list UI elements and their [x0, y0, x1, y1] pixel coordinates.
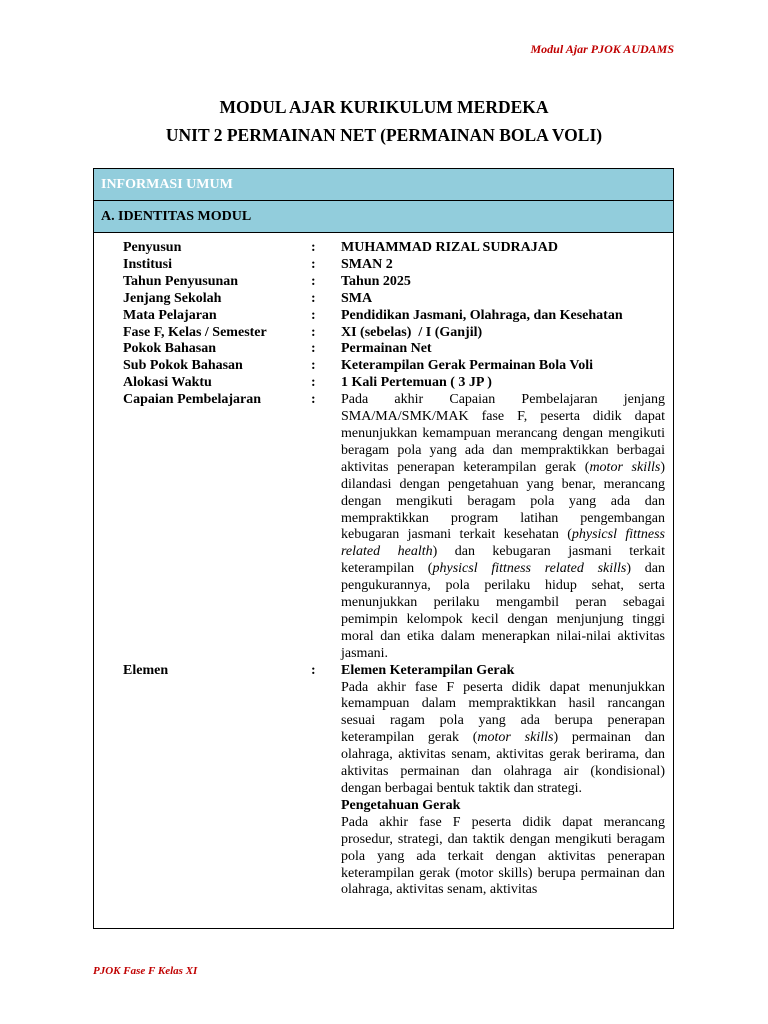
field-colon: :: [311, 375, 316, 391]
field-label: Mata Pelajaran: [123, 307, 217, 323]
field-colon: :: [311, 358, 316, 374]
section-informasi-label: INFORMASI UMUM: [101, 176, 233, 192]
elemen-text-part: Pada akhir fase F peserta didik dapat menunjukkan kemampuan dalam mempraktikkan hasil rancangan sesuai ragam pola yang ada berupa penerapan keterampilan gerak (: [341, 679, 665, 746]
section-number: A.: [101, 208, 115, 224]
elemen-paragraph: Pada akhir fase F peserta didik dapat merancang prosedur, strategi, dan taktik dengan mengikuti beragam pola yang ada terkait dengan aktivitas penerapan keterampilan gerak (motor skills) berupa permainan dan olahraga, aktivitas senam, aktivitas: [341, 814, 665, 898]
capaian-italic-term: physicsl fittness related skills: [432, 561, 627, 577]
field-colon: :: [311, 307, 316, 323]
field-colon: :: [311, 341, 316, 357]
field-label: Penyusun: [123, 240, 182, 255]
field-label: Jenjang Sekolah: [123, 290, 222, 306]
row-sub-pokok-bahasan: [94, 358, 673, 375]
elemen-paragraph: [341, 680, 665, 798]
title-line-2: UNIT 2 PERMAINAN NET (PERMAINAN BOLA VOLI): [165, 125, 603, 145]
row-pokok-bahasan: [94, 341, 673, 358]
row-alokasi-waktu: [94, 375, 673, 392]
field-colon: :: [311, 256, 316, 272]
footer-note: PJOK Fase F Kelas XI: [93, 965, 198, 977]
field-label: Fase F, Kelas / Semester: [123, 324, 267, 340]
elemen-text-part: ) permainan dan olahraga, aktivitas senam, aktivitas gerak berirama, dan aktivitas permainan dan olahraga air (kondisional) dengan berbagai bentuk taktik dan strategi.: [341, 730, 665, 796]
row-tahun-penyusunan: [94, 274, 673, 291]
field-colon: :: [311, 324, 316, 340]
field-colon: :: [311, 392, 316, 408]
document-title: [0, 93, 768, 149]
header-note: Modul Ajar PJOK AUDAMS: [530, 42, 674, 56]
field-label: Sub Pokok Bahasan: [123, 358, 243, 374]
field-colon: :: [311, 273, 316, 289]
field-value: SMAN 2: [341, 256, 393, 272]
title-line-1: MODUL AJAR KURIKULUM MERDEKA: [219, 97, 549, 117]
capaian-text-part: ) dan pengukurannya, pola perilaku hidup sehat, serta menunjukkan perilaku mengambil peran sebagai pemimpin kelompok kecil dengan menjunjung tinggi moral dan etika dalam menerapkan nilai-nilai aktivitas jasmani.: [341, 561, 665, 661]
field-value: Pendidikan Jasmani, Olahraga, dan Kesehatan: [341, 307, 623, 323]
field-value: MUHAMMAD RIZAL SUDRAJAD: [341, 240, 558, 255]
elemen-italic-term: motor skills: [477, 730, 554, 746]
elemen-content: [341, 663, 665, 900]
capaian-italic-term: motor skills: [589, 459, 661, 475]
capaian-text-part: ) dilandasi dengan pengetahuan yang benar, merancang dengan mengikuti beragam pola yang ada dan mempraktikkan program latihan pengembangan kebugaran jasmani terkait kesehatan (: [341, 459, 665, 543]
field-value: Keterampilan Gerak Permainan Bola Voli: [341, 358, 593, 374]
field-value: SMA: [341, 290, 373, 306]
field-label: Institusi: [123, 256, 173, 272]
capaian-text-part: Pada akhir Capaian Pembelajaran jenjang SMA/MA/SMK/MAK fase F, peserta didik dapat menunjukkan kemampuan merancang dengan mengikuti beragam pola yang ada dan mempraktikkan berbagai aktivitas penerapan keterampilan gerak (: [341, 392, 665, 475]
field-value: XI (sebelas) / I (Ganjil): [341, 324, 483, 340]
row-capaian-pembelajaran: [94, 392, 673, 663]
section-identitas-modul: [94, 201, 673, 233]
section-informasi-umum: [94, 169, 673, 201]
row-penyusun: [94, 240, 673, 257]
field-value: Tahun 2025: [341, 273, 411, 289]
capaian-text-part: ) dan kebugaran jasmani terkait keterampilan (: [341, 544, 665, 577]
field-colon: :: [311, 662, 316, 678]
field-colon: :: [311, 240, 316, 255]
row-jenjang-sekolah: [94, 291, 673, 308]
field-label: Tahun Penyusunan: [123, 273, 239, 289]
field-label: Capaian Pembelajaran: [123, 392, 262, 408]
row-institusi: [94, 257, 673, 274]
field-colon: :: [311, 290, 316, 306]
identity-rows: [94, 240, 673, 899]
elemen-subheading: Elemen Keterampilan Gerak: [341, 662, 515, 678]
module-info-table: [93, 168, 674, 929]
row-fase-kelas-semester: [94, 325, 673, 342]
field-label: Pokok Bahasan: [123, 341, 216, 357]
capaian-italic-term: physicsl fittness related health: [341, 527, 665, 560]
elemen-subheading: Pengetahuan Gerak: [341, 797, 461, 813]
section-identitas-label: IDENTITAS MODUL: [118, 208, 252, 224]
field-label: Elemen: [123, 662, 169, 678]
row-mata-pelajaran: [94, 308, 673, 325]
field-value: 1 Kali Pertemuan ( 3 JP ): [341, 375, 492, 391]
row-elemen: [94, 663, 673, 900]
capaian-text: [341, 392, 665, 663]
field-label: Alokasi Waktu: [123, 375, 212, 391]
field-value: Permainan Net: [341, 341, 432, 357]
